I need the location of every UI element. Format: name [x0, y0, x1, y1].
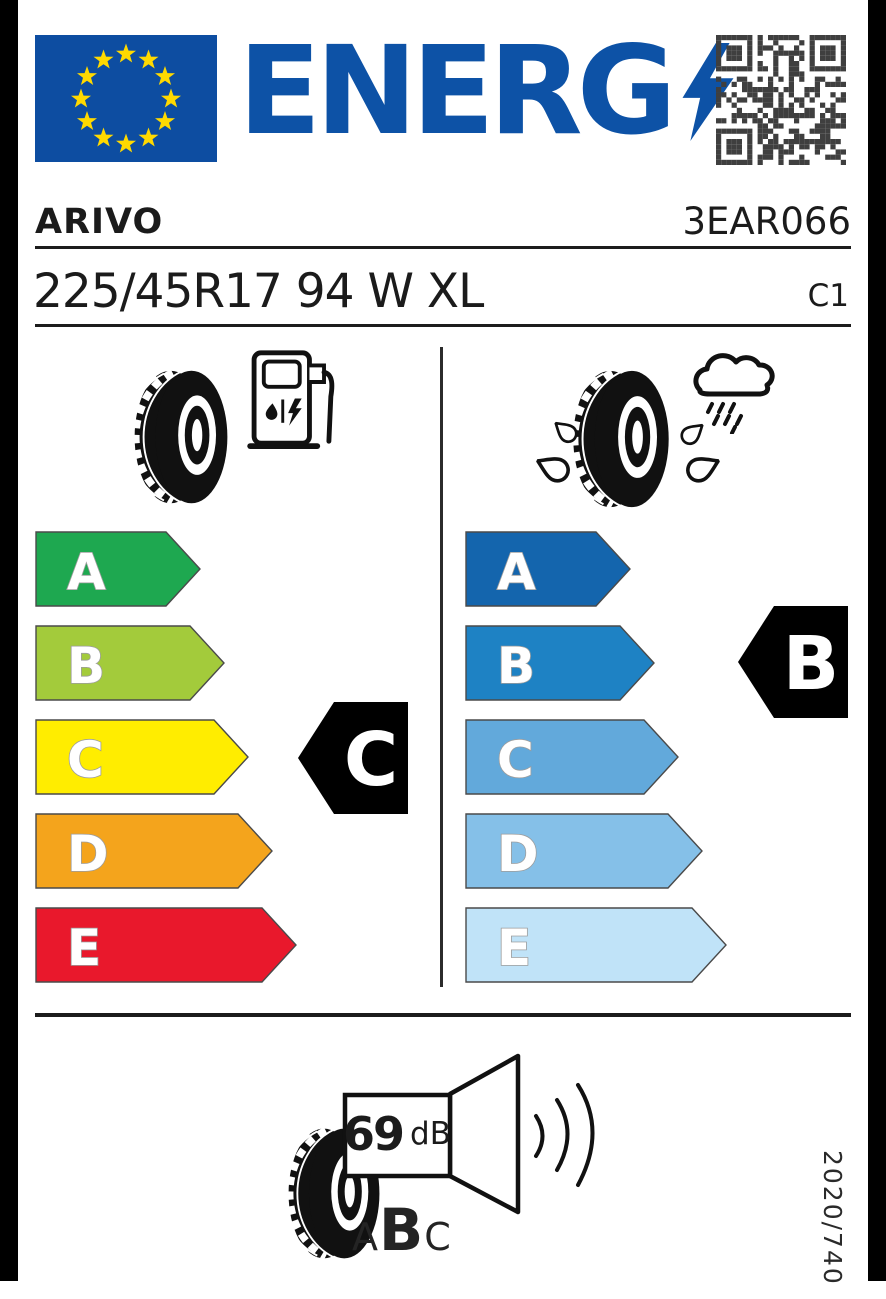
- sound-waves-icon: [536, 1085, 593, 1185]
- fuel-efficiency-scale: [35, 531, 298, 1001]
- tire-class: C1: [807, 278, 849, 314]
- wet-grip-rating-letter: B: [782, 621, 840, 707]
- fuel-grade-letter-c: C: [67, 731, 104, 789]
- noise-value: 69: [343, 1107, 404, 1161]
- tire-icon-fuel: [126, 366, 236, 508]
- regulation-number: 2020/740: [818, 1150, 847, 1286]
- noise-unit: dB: [410, 1116, 451, 1152]
- noise-class-b-active: B: [379, 1196, 424, 1264]
- column-divider: [440, 347, 443, 987]
- wet-scale-arrow-e: [465, 907, 728, 983]
- wet-scale-arrow-b: [465, 625, 728, 701]
- fuel-scale-arrow-c: [35, 719, 298, 795]
- tire-icon-wet: [566, 366, 676, 512]
- energy-logo-text: ENERG: [238, 20, 671, 162]
- noise-class-a: A: [352, 1215, 378, 1259]
- wet-grade-letter-c: C: [497, 731, 534, 789]
- tire-size: 225/45R17 94 W XL: [33, 264, 484, 319]
- brand-name: ARIVO: [35, 202, 164, 242]
- eu-flag: [35, 35, 217, 162]
- fuel-scale-arrow-b: [35, 625, 298, 701]
- noise-class-letters: [352, 1196, 451, 1264]
- wet-grade-letter-a: A: [497, 543, 536, 601]
- fuel-scale-arrow-e: [35, 907, 298, 983]
- noise-class-c: C: [424, 1215, 451, 1259]
- wet-scale-arrow-a: [465, 531, 728, 607]
- fuel-efficiency-rating-letter: C: [343, 717, 399, 803]
- wet-grade-letter-b: B: [497, 637, 536, 695]
- water-splash-right-icon: [676, 420, 722, 486]
- fuel-grade-letter-e: E: [67, 919, 102, 977]
- wet-grade-letter-e: E: [497, 919, 532, 977]
- divider-above-noise: [35, 1013, 851, 1017]
- wet-grip-rating-arrow: [737, 605, 849, 719]
- label-border-right: [868, 0, 886, 1281]
- label-border-left: [0, 0, 18, 1281]
- fuel-grade-letter-a: A: [67, 543, 106, 601]
- model-code: 3EAR066: [682, 200, 851, 243]
- wet-grip-scale: [465, 531, 728, 1001]
- fuel-scale-arrow-d: [35, 813, 298, 889]
- divider-under-size: [35, 324, 851, 327]
- fuel-grade-letter-b: B: [67, 637, 106, 695]
- fuel-efficiency-rating-arrow: [297, 701, 409, 815]
- wet-grade-letter-d: D: [497, 825, 539, 883]
- fuel-grade-letter-d: D: [67, 825, 109, 883]
- noise-db-box: [343, 1096, 451, 1172]
- fuel-scale-arrow-a: [35, 531, 298, 607]
- qr-code: [716, 35, 846, 165]
- wet-scale-arrow-c: [465, 719, 728, 795]
- fuel-pump-icon: [247, 348, 335, 450]
- divider-under-brand: [35, 246, 851, 249]
- energy-logo: [238, 20, 735, 162]
- wet-scale-arrow-d: [465, 813, 728, 889]
- water-splash-left-icon: [536, 418, 582, 486]
